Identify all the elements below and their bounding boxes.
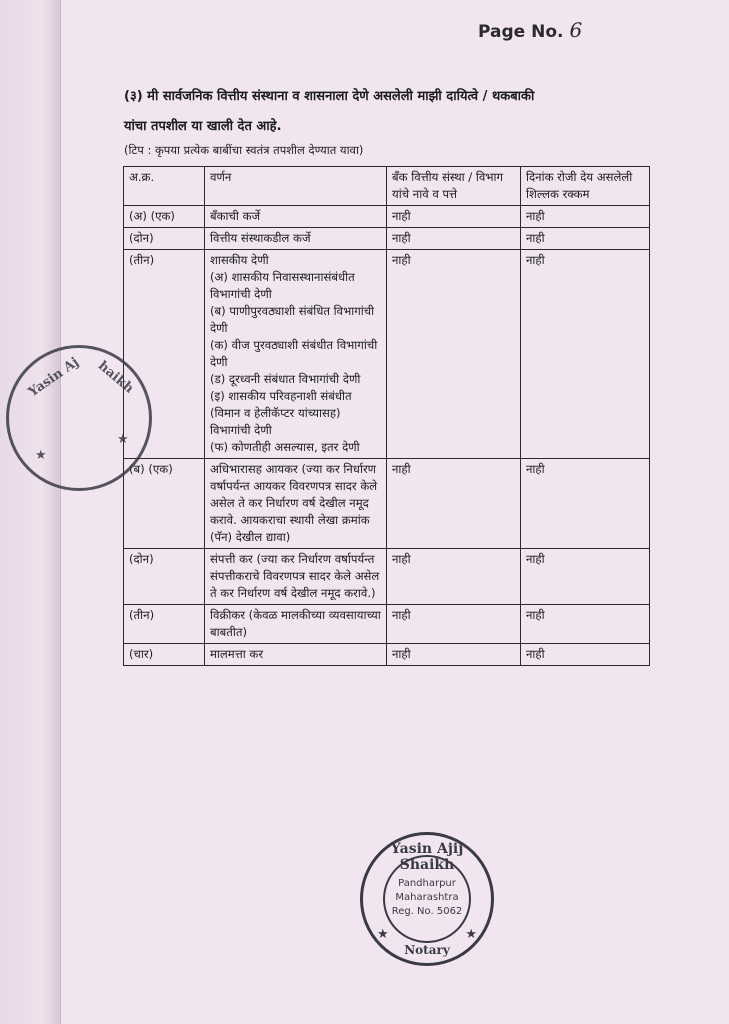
star-icon: ★ — [465, 927, 477, 942]
header-description: वर्णन — [205, 167, 387, 206]
row-sr: (चार) — [124, 644, 205, 666]
stamp-state: Maharashtra — [395, 892, 459, 903]
row-description: अधिभारासह आयकर (ज्या कर निर्धारण वर्षापर्यन्त आयकर विवरणपत्र सादर केले असेल ते कर निर्धारण वर्ष देखील नमूद करावे. आयकराचा स्थायी लेखा क्रमांक (पॅन) देखील द्यावा) — [205, 459, 387, 549]
row-sr: (तीन) — [124, 250, 205, 459]
row-sr: (दोन) — [124, 228, 205, 250]
desc-item: (इ) शासकीय परिवहनाशी संबंधीत (विमान व हेलीकॅप्टर यांच्यासह) विभागांची देणी — [210, 389, 352, 437]
table-row — [124, 206, 650, 228]
heading-line-1: (३) मी सार्वजनिक वित्तीय संस्थाना व शासनाला देणे असलेली माझी दायित्वे / थकबाकी — [124, 89, 535, 104]
table-row — [124, 459, 650, 549]
row-amount: नाही — [521, 206, 650, 228]
row-amount: नाही — [521, 459, 650, 549]
star-icon: ★ — [377, 927, 389, 942]
row-bank: नाही — [387, 250, 521, 459]
header-sr: अ.क्र. — [124, 167, 205, 206]
desc-item: (ड) दूरध्वनी संबंधात विभागांची देणी — [210, 372, 361, 386]
row-description: बँकाची कर्जे — [205, 206, 387, 228]
row-amount: नाही — [521, 228, 650, 250]
desc-item: (क) वीज पुरवठ्याशी संबंधीत विभागांची देणी — [210, 338, 378, 369]
stamp-reg-no: Reg. No. 5062 — [391, 906, 463, 917]
table-row — [124, 228, 650, 250]
note-text: (टिप : कृपया प्रत्येक बाबींचा स्वतंत्र तपशील देण्यात यावा) — [124, 143, 364, 157]
row-description: विक्रीकर (केवळ मालकीच्या व्यवसायाच्या बाबतीत) — [205, 605, 387, 644]
row-bank: नाही — [387, 459, 521, 549]
row-bank: नाही — [387, 228, 521, 250]
desc-item: (ब) पाणीपुरवठ्याशी संबंधित विभागांची देणी — [210, 304, 375, 335]
row-amount: नाही — [521, 644, 650, 666]
page-number-value: 6 — [569, 18, 583, 42]
page-number — [478, 18, 582, 42]
stamp-partial-text: Yasin Aj — [25, 354, 82, 401]
star-icon: ★ — [117, 432, 129, 447]
row-description: मालमत्ता कर — [205, 644, 387, 666]
stamp-title: Notary — [404, 943, 450, 957]
desc-item: (फ) कोणतीही असल्यास, इतर देणी — [210, 440, 360, 454]
table-row — [124, 644, 650, 666]
desc-item: (अ) शासकीय निवासस्थानासंबंधीत विभागांची देणी — [210, 270, 355, 301]
row-sr: (अ) (एक) — [124, 206, 205, 228]
page-number-label: Page No. — [478, 22, 564, 42]
section-heading — [124, 82, 664, 142]
table-row — [124, 250, 650, 459]
stamp-city: Pandharpur — [398, 878, 456, 889]
row-description: वित्तीय संस्थाकडील कर्जे — [205, 228, 387, 250]
star-icon: ★ — [35, 448, 47, 463]
notary-stamp-partial — [6, 345, 152, 491]
row-description — [205, 250, 387, 459]
table-row — [124, 605, 650, 644]
row-sr: (दोन) — [124, 549, 205, 605]
row-description: संपत्ती कर (ज्या कर निर्धारण वर्षापर्यन्त संपत्तीकराचे विवरणपत्र सादर केले असेल ते कर निर्धारण वर्ष देखील नमूद करावे.) — [205, 549, 387, 605]
table-header-row — [124, 167, 650, 206]
heading-line-2: यांचा तपशील या खाली देत आहे. — [124, 119, 282, 134]
desc-item: शासकीय देणी — [210, 253, 269, 267]
row-bank: नाही — [387, 549, 521, 605]
notary-stamp — [360, 832, 494, 966]
binding-margin — [0, 0, 61, 1024]
stamp-center — [363, 877, 491, 919]
stamp-partial-text: haikh — [95, 358, 137, 397]
row-sr: (तीन) — [124, 605, 205, 644]
header-amount: दिनांक रोजी देय असलेली शिल्लक रक्कम — [521, 167, 650, 206]
liabilities-table — [123, 166, 650, 666]
row-sr: (ब) (एक) — [124, 459, 205, 549]
row-amount: नाही — [521, 605, 650, 644]
stamp-name: Yasin Ajij Shaikh — [390, 841, 464, 873]
table-row — [124, 549, 650, 605]
row-bank: नाही — [387, 644, 521, 666]
row-amount: नाही — [521, 549, 650, 605]
row-bank: नाही — [387, 206, 521, 228]
row-bank: नाही — [387, 605, 521, 644]
row-amount: नाही — [521, 250, 650, 459]
header-bank: बँक वित्तीय संस्था / विभाग यांचे नावे व पत्ते — [387, 167, 521, 206]
